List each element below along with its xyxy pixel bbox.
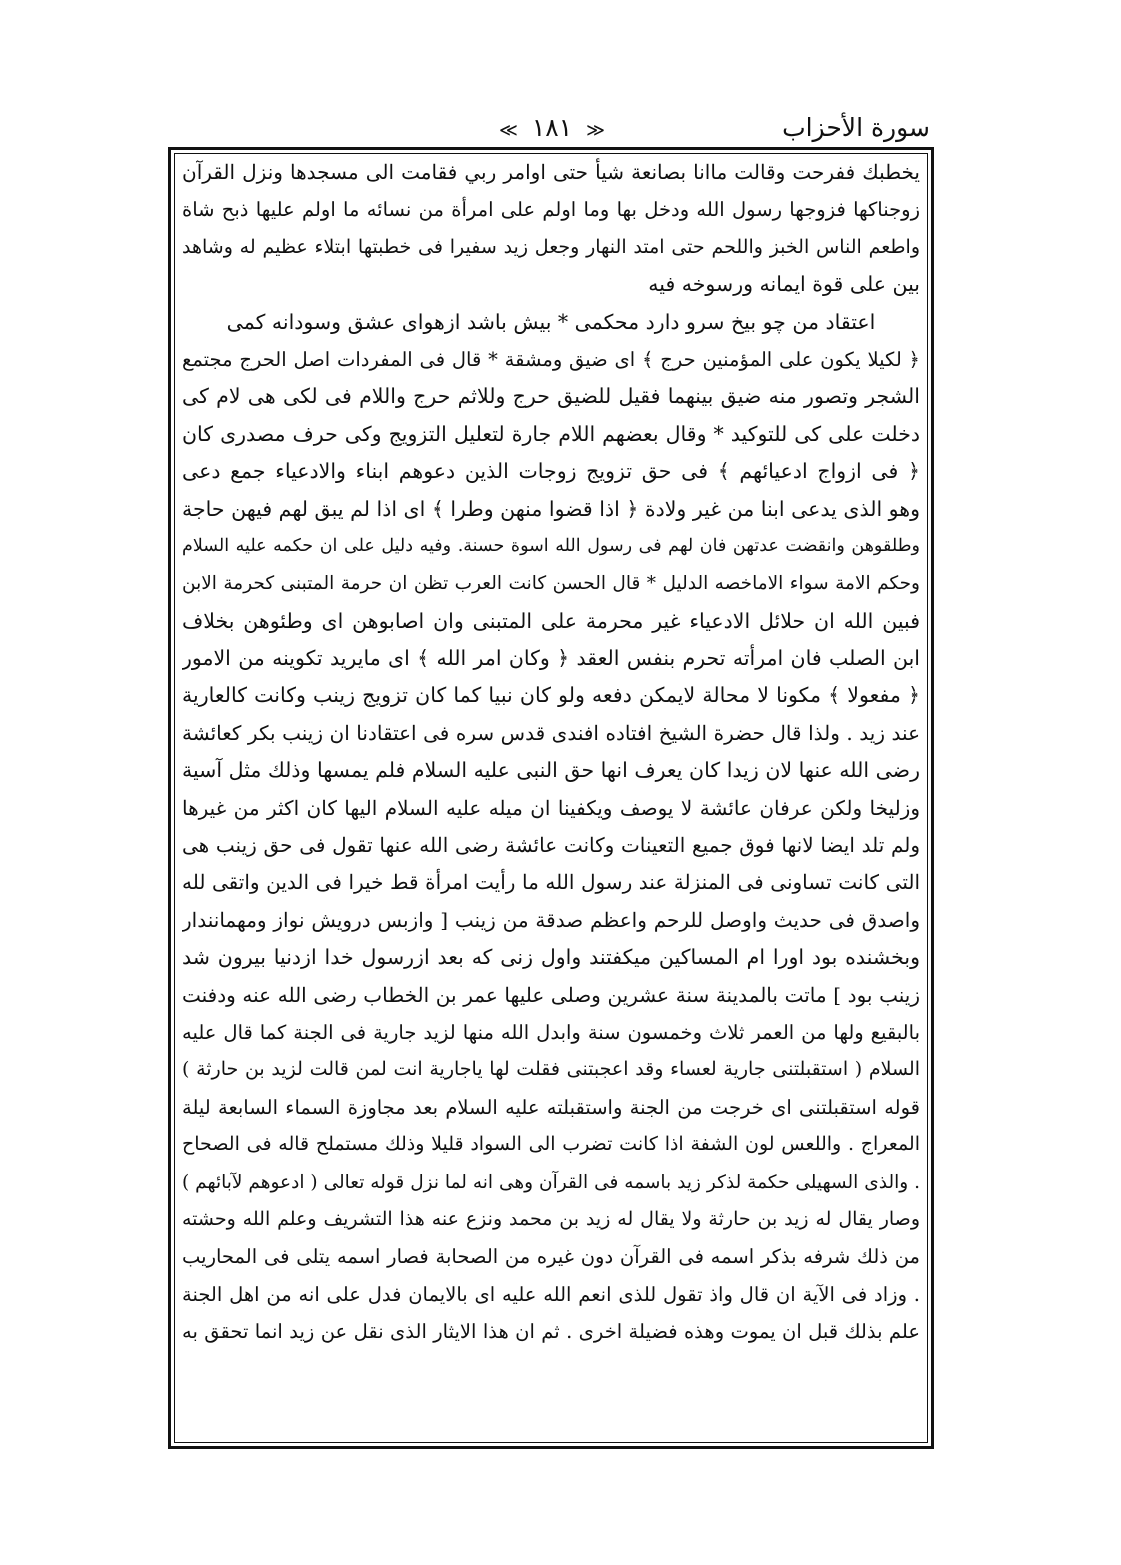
text-line: من ذلك شرفه بذكر اسمه فى القرآن دون غيره من الصحابة فصار اسمه يتلى فى المحاريب — [182, 1245, 920, 1269]
text-line: بالبقيع ولها من العمر ثلاث وخمسون سنة وابدل الله منها لزيد جارية فى الجنة كما قال عليه — [182, 1020, 920, 1044]
text-line: زينب بود ] ماتت بالمدينة سنة عشرين وصلى عليها عمر بن الخطاب رضى الله عنه ودفنت — [182, 982, 920, 1007]
text-line: المعراج . واللعس لون الشفة اذا كانت تضرب الى السواد قليلا وذلك مستملح قاله فى الصحاح — [182, 1133, 920, 1156]
text-line: واصدق فى حديث واوصل للرحم واعظم صدقة من زينب [ وازبس درويش نواز ومهمانندار — [182, 907, 920, 932]
text-line: وهو الذى يدعى ابنا من غير ولادة ﴿ اذا قضوا منهن وطرا ﴾ اى اذا لم يبق لهم فيهن حاجة — [182, 496, 920, 521]
text-line: وبخشنده بود اورا ام المساكين ميكفتند واول زنى كه بعد ازرسول خدا ازدنيا بيرون شد — [182, 945, 920, 970]
text-line: ابن الصلب فان امرأته تحرم بنفس العقد ﴿ وكان امر الله ﴾ اى مايريد تكوينه من الامور — [182, 646, 920, 671]
text-line: وزليخا ولكن عرفان عائشة لا يوصف ويكفينا ان ميله عليه السلام اليها كان اكثر من غيرها — [182, 795, 920, 820]
text-line: وصار يقال له زيد بن حارثة ولا يقال له زيد بن محمد ونزع عنه هذا التشريف وعلم الله وحشته — [182, 1207, 920, 1230]
page-number-block — [174, 110, 930, 149]
surah-title: سورة الأحزاب — [782, 113, 930, 142]
persian-verse-line: اعتقاد من چو بيخ سرو دارد محكمى * بيش باشد ازهواى عشق وسودانه كمى — [226, 309, 876, 334]
page-number: ١٨١ — [531, 113, 573, 142]
text-line: . وزاد فى الآية ان قال واذ تقول للذى انعم الله عليه اى بالايمان فدل على انه من اهل الجنة — [182, 1282, 920, 1306]
text-line: . والذى السهيلى حكمة لذكر زيد باسمه فى القرآن وهى انه لما نزل قوله تعالى ( ادعوهم لآبائهم ) — [182, 1171, 920, 1193]
text-line: وطلقوهن وانقضت عدتهن فان لهم فى رسول الله اسوة حسنة. وفيه دليل على ان حكمه عليه السلام — [182, 535, 920, 556]
text-line: واطعم الناس الخبز واللحم حتى امتد النهار وجعل زيد سفيرا فى خطبتها ابتلاء عظيم له وشاهد — [182, 235, 920, 258]
text-line: رضى الله عنها لان زيدا كان يعرف انها حق النبى عليه السلام فلم يمسها وذلك مثل آسية — [182, 758, 920, 783]
page-header — [174, 110, 930, 146]
text-line: قوله استقبلتنى اى خرجت من الجنة واستقبلته عليه السلام بعد مجاوزة السماء السابعة ليلة — [182, 1095, 920, 1119]
text-line: عند زيد . ولذا قال حضرة الشيخ افتاده افندى قدس سره فى اعتقادنا ان زينب بكر كعائشة — [182, 720, 920, 745]
text-line: الشجر وتصور منه ضيق بينهما فقيل للضيق حرج وللاثم حرج واللام فى لكى هى لام كى — [182, 384, 920, 409]
text-line: بين على قوة ايمانه ورسوخه فيه — [648, 272, 920, 297]
text-line: ﴿ مفعولا ﴾ مكونا لا محالة لايمكن دفعه ولو كان نبيا كما كان تزويج زينب وكانت كالعارية — [182, 683, 920, 708]
text-line: علم بذلك قبل ان يموت وهذه فضيلة اخرى . ثم ان هذا الايثار الذى نقل عن زيد انما تحقق به — [182, 1320, 920, 1344]
text-line: فبين الله ان حلائل الادعياء غير محرمة على المتبنى وان اصابوهن اى وطئوهن بخلاف — [182, 608, 920, 633]
text-line: السلام ( استقبلتنى جارية لعساء وقد اعجبتنى فقلت لها ياجارية انت لمن قالت لزيد بن حارثة ) — [182, 1058, 920, 1081]
ornament-left: ≪ — [586, 120, 605, 141]
ornament-right: ≫ — [499, 120, 518, 141]
text-line: يخطبك ففرحت وقالت ماانا بصانعة شيأ حتى اوامر ربي فقامت الى مسجدها ونزل القرآن — [182, 160, 920, 184]
body-text — [182, 154, 920, 1351]
text-line: دخلت على كى للتوكيد * وقال بعضهم اللام جارة لتعليل التزويج وكى حرف مصدرى كان — [182, 421, 920, 446]
text-line: التى كانت تساونى فى المنزلة عند رسول الله ما رأيت امرأة قط خيرا فى الدين واتقى لله — [182, 870, 920, 895]
text-line: ﴿ لكيلا يكون على المؤمنين حرج ﴾ اى ضيق ومشقة * قال فى المفردات اصل الحرج مجتمع — [182, 347, 920, 371]
text-line: زوجناكها فزوجها رسول الله ودخل بها وما اولم على امرأة من نسائه ما اولم عليها ذبح شاة — [182, 198, 920, 222]
text-line: ﴿ فى ازواج ادعيائهم ﴾ فى حق تزويج زوجات الذين دعوهم ابناء والادعياء جمع دعى — [182, 459, 920, 484]
text-line: وحكم الامة سواء الاماخصه الدليل * قال الحسن كانت العرب تظن ان حرمة المتبنى كحرمة الابن — [182, 573, 920, 595]
text-line: ولم تلد ايضا لانها فوق جميع التعينات وكانت عائشة رضى الله عنها تقول فى حق زينب هى — [182, 833, 920, 858]
